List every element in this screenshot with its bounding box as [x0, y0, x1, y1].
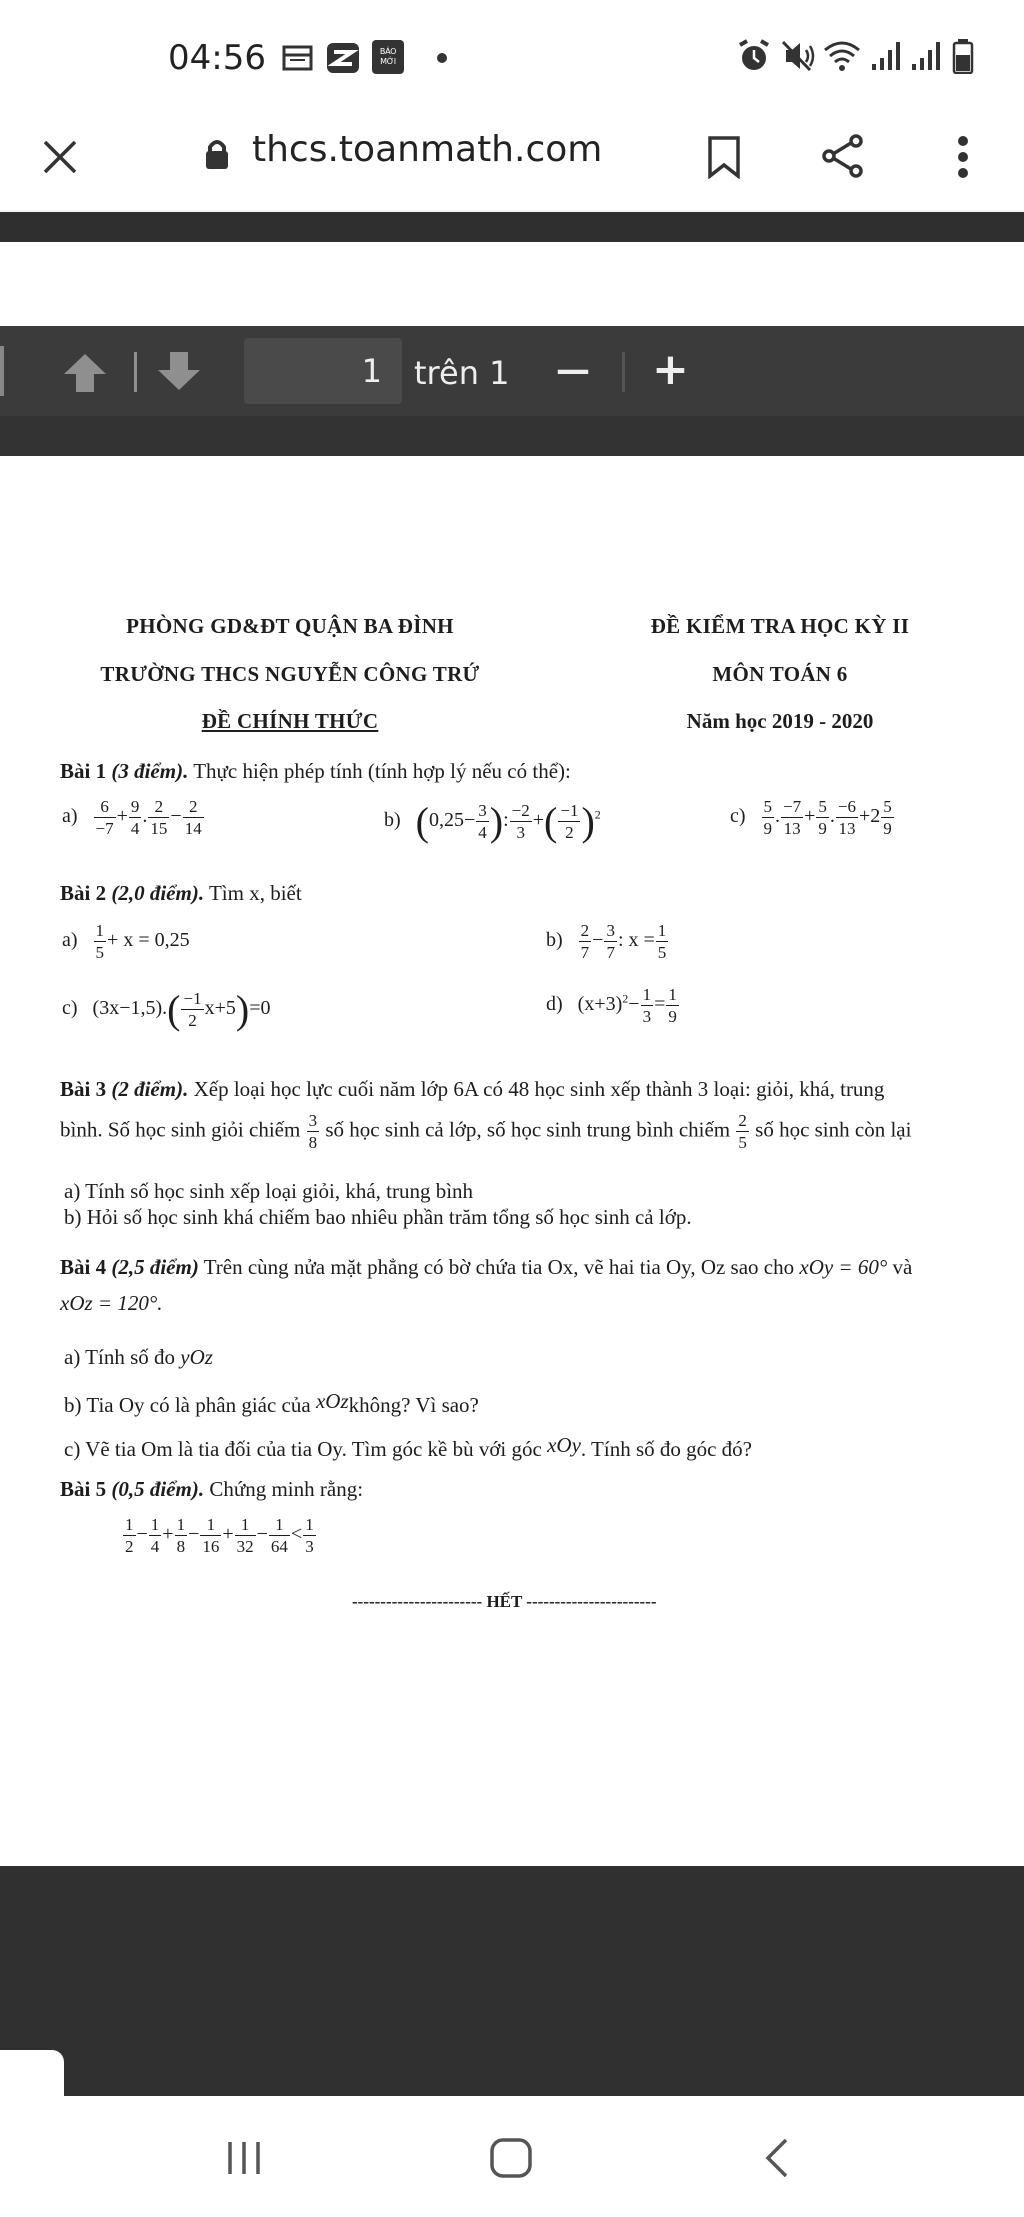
bai4-cond2: xOz = 120°. — [60, 1291, 163, 1315]
viewer-top-strip — [0, 212, 1024, 242]
bai3-question-a: a) Tính số học sinh xếp loại giỏi, khá, trung bình — [64, 1179, 474, 1203]
bai2-b: b) $\frac{2}{7}$ − $\frac{3}{7}$ : x = $\frac{1}{5}$ — [546, 921, 667, 962]
bai2-c: c) (3x−1,5).( $\frac{-1}{2}$ x+5)=0 — [62, 987, 271, 1032]
bai3-points: (2 điểm). — [111, 1077, 189, 1101]
toolbar-divider — [134, 352, 137, 392]
wifi-icon — [822, 38, 862, 74]
toolbar-edge — [0, 346, 4, 396]
baomoi-app-icon — [372, 40, 404, 74]
bai4-and: và — [892, 1255, 913, 1279]
previous-page-icon[interactable] — [62, 350, 108, 394]
recent-apps-icon[interactable] — [224, 2138, 264, 2178]
bai1-prompt: Thực hiện phép tính (tính hợp lý nếu có thể): — [193, 759, 571, 783]
page-corner — [0, 2050, 64, 2096]
bai4-heading — [60, 1254, 912, 1280]
baomoi-icon-label: BÁO MỚI — [379, 47, 397, 66]
bai2-points: (2,0 điểm). — [111, 881, 205, 905]
bai4-cond1: xOy = 60° — [799, 1255, 888, 1279]
gallery-app-icon — [326, 42, 360, 74]
system-nav-bar — [0, 2096, 1024, 2217]
next-page-icon[interactable] — [156, 350, 202, 394]
end-marker: ----------------------- HẾT ----------------------- — [352, 1592, 657, 1611]
bai4-question-a — [64, 1344, 213, 1370]
share-icon[interactable] — [820, 133, 866, 179]
browser-toolbar — [0, 115, 1024, 210]
battery-icon — [952, 38, 974, 74]
bai5-points: (0,5 điểm). — [111, 1477, 205, 1501]
bai3-question-b: b) Hỏi số học sinh khá chiếm bao nhiêu phần trăm tổng số học sinh cả lớp. — [64, 1205, 692, 1229]
bai2-d: d) $(x+3)^2-$ $\frac{1}{3}$ = $\frac{1}{9}$ — [546, 985, 677, 1026]
school-year: Năm học 2019 - 2020 — [686, 709, 874, 733]
status-time: 04:56 — [168, 38, 266, 78]
bai2-a-label: a) — [62, 929, 78, 952]
bai2-b-label: b) — [546, 929, 563, 952]
bai2-d-label: d) — [546, 993, 563, 1016]
dept-name: PHÒNG GD&ĐT QUẬN BA ĐÌNH — [126, 614, 454, 638]
bai4-title: Bài 4 — [60, 1255, 107, 1279]
bai3-heading — [60, 1076, 884, 1102]
toolbar-divider-2 — [622, 352, 625, 392]
more-options-icon[interactable] — [956, 133, 970, 181]
notification-dot-icon — [437, 53, 447, 63]
bai2-title: Bài 2 — [60, 881, 107, 905]
bai1-a-label: a) — [62, 805, 78, 828]
url-text[interactable]: thcs.toanmath.com — [252, 129, 603, 170]
bai4-qb-text1: b) Tia Oy có là phân giác của — [64, 1393, 311, 1417]
bai3-line2-c: số học sinh còn lại — [755, 1117, 912, 1142]
exam-title: ĐỀ KIỂM TRA HỌC KỲ II — [650, 614, 910, 638]
bookmark-icon[interactable] — [706, 135, 742, 179]
bai4-qb-angle: xOz — [315, 1389, 349, 1413]
bai3-line2-a: bình. Số học sinh giỏi chiếm — [60, 1117, 301, 1142]
viewer-bottom-area — [0, 1866, 1024, 2096]
bai4-question-b — [64, 1388, 479, 1418]
bai4-qc-text2: . Tính số đo góc đó? — [580, 1437, 753, 1461]
signal-strength-icon-1 — [870, 40, 904, 72]
back-icon[interactable] — [762, 2136, 792, 2180]
status-bar — [0, 0, 1024, 115]
bai2-heading — [60, 880, 302, 906]
page-total-label: trên 1 — [414, 354, 510, 392]
viewer-gap — [0, 242, 1024, 326]
subject-title: MÔN TOÁN 6 — [712, 662, 848, 686]
page-number-value: 1 — [361, 352, 382, 390]
bai1-b: b) (0,25− $\frac{3}{4}$ ): $\frac{-2}{3}$ +( $\frac{-1}{2}$ )$^2$ — [384, 799, 601, 844]
close-tab-icon[interactable] — [40, 137, 80, 177]
bai4-points: (2,5 điểm) — [111, 1255, 199, 1279]
bai1-c-label: c) — [730, 805, 746, 828]
bai2-c-label: c) — [62, 997, 78, 1020]
bai1-points: (3 điểm). — [111, 759, 189, 783]
bai1-heading — [60, 758, 571, 784]
school-name: TRƯỜNG THCS NGUYỄN CÔNG TRỨ — [100, 662, 480, 686]
bai4-qa-text: a) Tính số đo — [64, 1345, 176, 1369]
bai4-qb-text2: không? Vì sao? — [348, 1393, 479, 1417]
alarm-icon — [736, 38, 772, 74]
news-app-icon — [282, 44, 314, 72]
bai3-line2: bình. Số học sinh giỏi chiếm $\frac{3}{8}$ số học sinh cả lớp, số học sinh trung bình chiếm $\frac{2}{5}$ số học sinh còn lại — [60, 1111, 912, 1152]
bai2-a: a) $\frac{1}{5}$ + x = 0,25 — [62, 921, 190, 962]
bai5-heading — [60, 1476, 363, 1502]
bai3-title: Bài 3 — [60, 1077, 107, 1101]
bai3-line2-b: số học sinh cả lớp, số học sinh trung bình chiếm — [325, 1117, 731, 1142]
bai5-title: Bài 5 — [60, 1477, 107, 1501]
mute-icon — [780, 38, 818, 74]
zoom-in-button[interactable]: + — [652, 344, 689, 395]
bai4-qc-angle: xOy — [547, 1433, 581, 1457]
pdf-toolbar — [0, 326, 1024, 416]
bai4-qa-angle: yOz — [180, 1345, 213, 1369]
zoom-out-button[interactable]: — — [556, 350, 590, 390]
bai4-line1: Trên cùng nửa mặt phẳng có bờ chứa tia Ox, vẽ hai tia Oy, Oz sao cho — [203, 1255, 795, 1279]
bai5-prompt: Chứng minh rằng: — [209, 1477, 364, 1501]
bai4-question-c — [64, 1432, 752, 1462]
bai5-inequality: $\frac{1}{2}$ − $\frac{1}{4}$ + $\frac{1}{8}$ − $\frac{1}{16}$ + $\frac{1}{32}$ − $\frac{1}{64}$ < $\frac{1}{3}$ — [125, 1515, 314, 1556]
bai1-title: Bài 1 — [60, 759, 107, 783]
bai1-a: a) $\frac{6}{-7}$ + $\frac{9}{4}$ . $\frac{2}{15}$ − $\frac{2}{14}$ — [62, 797, 202, 838]
lock-icon — [204, 137, 230, 171]
bai1-c: c) $\frac{5}{9}$ . $\frac{-7}{13}$ + $\frac{5}{9}$ . $\frac{-6}{13}$ +2 $\frac{5}{9}$ — [730, 797, 892, 838]
official-label: ĐỀ CHÍNH THỨC — [201, 709, 379, 733]
bai4-qc-text1: c) Vẽ tia Om là tia đối của tia Oy. Tìm góc kề bù với góc — [64, 1437, 542, 1461]
signal-strength-icon-2 — [910, 40, 944, 72]
toolbar-shadow — [0, 416, 1024, 456]
home-icon[interactable] — [488, 2136, 534, 2180]
bai3-line1: Xếp loại học lực cuối năm lớp 6A có 48 học sinh xếp thành 3 loại: giỏi, khá, trung — [193, 1077, 885, 1101]
page-number-input[interactable] — [244, 338, 402, 404]
bai1-b-label: b) — [384, 809, 401, 832]
bai2-prompt: Tìm x, biết — [208, 881, 302, 905]
pdf-page — [0, 456, 1024, 1866]
